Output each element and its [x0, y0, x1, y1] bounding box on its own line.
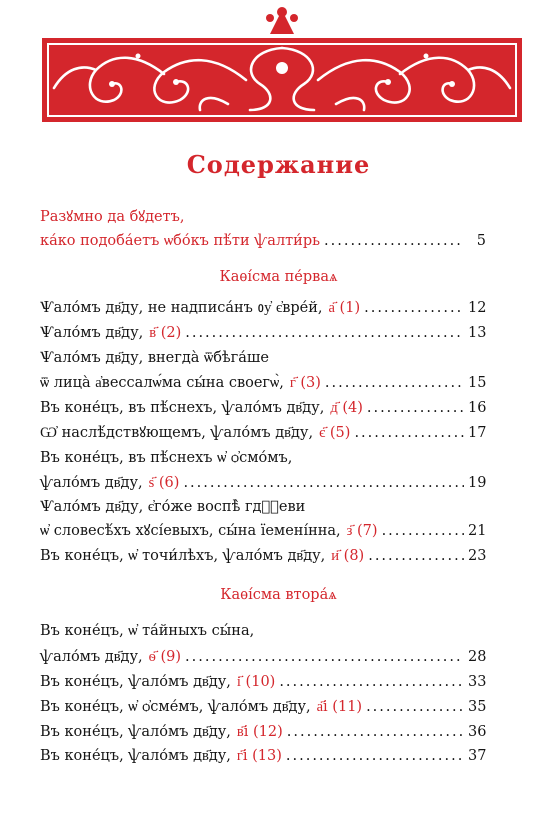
- entry-text: Въ коне́цъ, ѱало́мъ дв҃ду,: [40, 724, 231, 740]
- toc-entry: [40, 697, 486, 717]
- psalm-number: є҃ (5): [319, 425, 351, 441]
- toc-entry: [40, 672, 486, 692]
- leader-dots: [368, 546, 464, 566]
- intro-text-1: Разꙋмно да бꙋдетъ,: [40, 209, 185, 225]
- leader-dots: [366, 697, 464, 717]
- psalm-number: а҃ (1): [328, 300, 361, 316]
- leader-dots: [287, 722, 464, 742]
- psalm-number: д҃ (4): [330, 400, 363, 416]
- psalm-number: і҃ (10): [236, 674, 276, 690]
- psalm-number: з҃ (7): [346, 523, 378, 539]
- page-title: Содержание: [186, 150, 371, 179]
- entry-text: Въ коне́цъ, ѡ҆ точи́лѣхъ, ѱало́мъ дв҃ду,: [40, 548, 326, 564]
- page-number: 16: [468, 400, 487, 416]
- toc-entry-line: [40, 348, 486, 368]
- toc-entry: [40, 521, 486, 541]
- entry-text: Въ коне́цъ, ѡ҆ та́йныхъ сы́на,: [40, 623, 255, 639]
- leader-dots: [286, 746, 464, 766]
- entry-text: Ѱало́мъ дв҃ду,: [40, 325, 144, 341]
- entry-text: ѿ лица̀ а҆вессалѡ́ма сы́на своегѡ̀,: [40, 375, 284, 391]
- toc-entry: [40, 423, 486, 443]
- page-number: 15: [468, 375, 487, 391]
- leader-dots: [279, 672, 464, 692]
- toc-entry-line: [40, 621, 486, 641]
- page-number: 19: [468, 475, 487, 491]
- psalm-number: в҃ (2): [149, 325, 182, 341]
- page-number: 35: [468, 699, 487, 715]
- toc-entry: [40, 398, 486, 418]
- ornamental-headpiece: [38, 4, 526, 128]
- page-number: 33: [468, 674, 487, 690]
- entry-text: Въ коне́цъ, въ пѣ́снехъ, ѱало́мъ дв҃ду,: [40, 400, 325, 416]
- psalm-number: г҃ (3): [289, 375, 321, 391]
- page-number: 36: [468, 724, 487, 740]
- toc-entry: [40, 298, 486, 318]
- psalm-number: и҃ (8): [331, 548, 365, 564]
- entry-text: ѱало́мъ дв҃ду,: [40, 649, 143, 665]
- leader-dots: [364, 298, 464, 318]
- entry-text: Ѱало́мъ дв҃ду, не надписа́нъ ᲂу҆ є҆вре́й,: [40, 300, 323, 316]
- page-number: 5: [476, 233, 486, 249]
- leader-dots: [183, 473, 464, 493]
- toc-entry-line: [40, 448, 486, 468]
- intro-text-2: ка́ко подоба́етъ ѡбо́къ пѣ́ти ѱалти́рь: [40, 233, 321, 249]
- section-heading: Каѳі́сма пе́рваѧ: [219, 269, 338, 285]
- entry-text: Въ коне́цъ, въ пѣ́снехъ ѡ҆ ѻ҆смо́мъ,: [40, 450, 293, 466]
- entry-text: ѡ҆ словесѣ́хъ хꙋсі́евыхъ, сы́на їемені́нна,: [40, 523, 341, 539]
- toc-entry: [40, 722, 486, 742]
- toc-entry: [40, 373, 486, 393]
- section-heading: Каѳі́сма втора́ѧ: [220, 587, 337, 603]
- entry-text: Ѱало́мъ дв҃ду, є҆го́же воспѣ̀ гдⷭ҇еви: [40, 499, 306, 515]
- leader-dots: [354, 423, 464, 443]
- toc-entry: [40, 746, 486, 766]
- entry-text: Ѱало́мъ дв҃ду, внегда̀ ѿбѣга́ше: [40, 350, 269, 366]
- leader-dots: [382, 521, 464, 541]
- psalm-number: а҃і (11): [316, 699, 363, 715]
- entry-text: Въ коне́цъ, ѱало́мъ дв҃ду,: [40, 748, 231, 764]
- psalm-number: в҃і (12): [236, 724, 283, 740]
- leader-dots: [185, 323, 464, 343]
- leader-dots: [185, 647, 464, 667]
- entry-text: ѱало́мъ дв҃ду,: [40, 475, 143, 491]
- entry-text: Въ коне́цъ, ѱало́мъ дв҃ду,: [40, 674, 231, 690]
- page-number: 28: [468, 649, 487, 665]
- leader-dots: [324, 231, 464, 251]
- toc-entry: [40, 323, 486, 343]
- page-number: 17: [468, 425, 487, 441]
- leader-dots: [367, 398, 464, 418]
- leader-dots: [325, 373, 464, 393]
- intro-line-1: [40, 207, 486, 227]
- toc-entry: [40, 546, 486, 566]
- page-number: 23: [468, 548, 487, 564]
- psalm-number: ѕ҃ (6): [148, 475, 180, 491]
- page-number: 37: [468, 748, 487, 764]
- psalm-number: г҃і (13): [236, 748, 282, 764]
- page-number: 12: [468, 300, 487, 316]
- entry-text: Въ коне́цъ, ѡ҆ ѻ҆сме́мъ, ѱало́мъ дв҃ду,: [40, 699, 311, 715]
- toc-entry-line: [40, 497, 486, 517]
- page-number: 13: [468, 325, 487, 341]
- page-number: 21: [468, 523, 487, 539]
- psalm-number: ѳ҃ (9): [148, 649, 182, 665]
- toc-entry: [40, 473, 486, 493]
- entry-text: Ѡ҆ наслѣ́дствꙋющемъ, ѱало́мъ дв҃ду,: [40, 425, 314, 441]
- toc-entry: [40, 647, 486, 667]
- intro-line-2: [40, 231, 486, 251]
